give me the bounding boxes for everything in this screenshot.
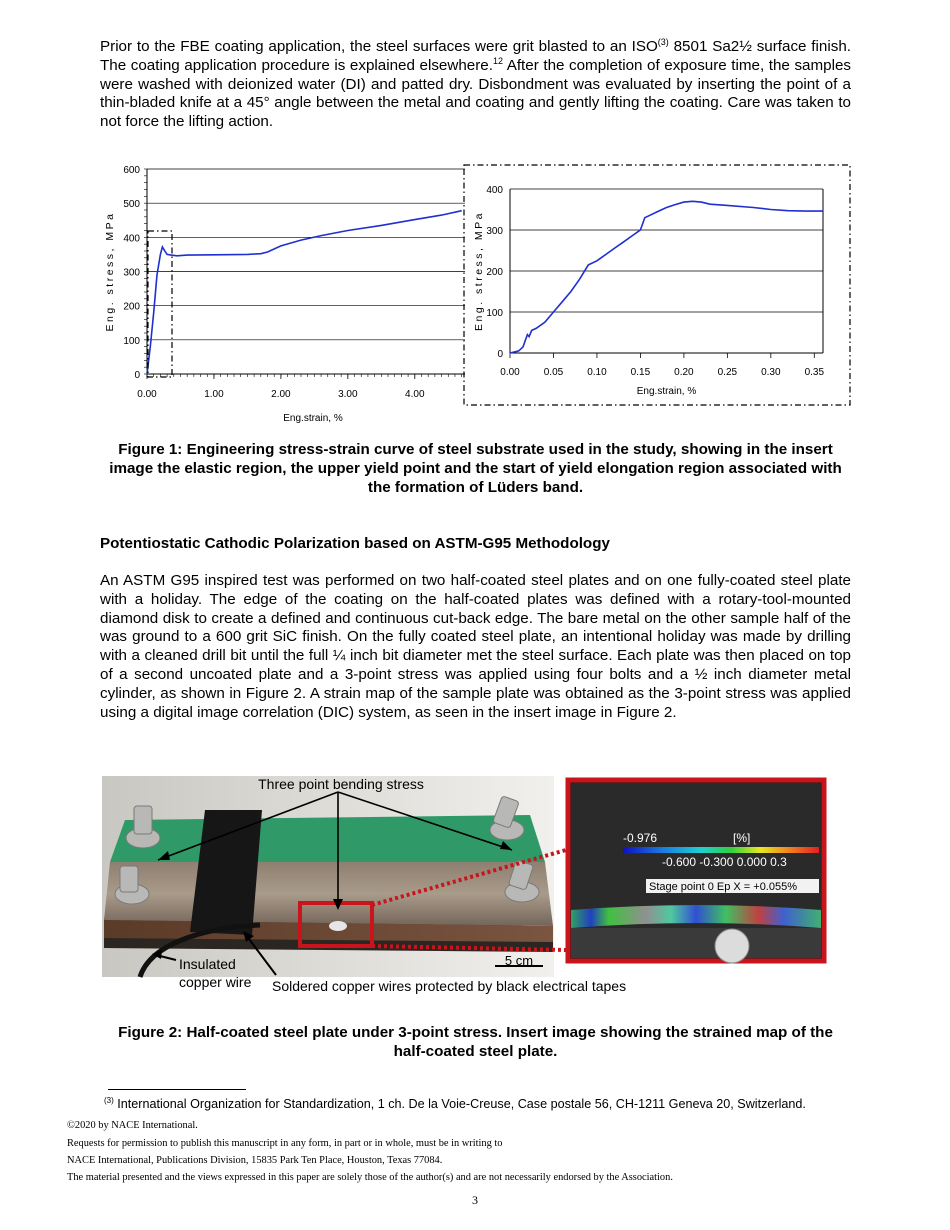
intro-text-3: After the completion of exposure time, the samples were washed with deionized water (DI) and patted dry. Disbondment was evaluated by inserting the point of a thin-bladed knife at a 45° angle between the metal and coating and gently lifting the coating. Care was taken to not force the lifting action. (100, 56, 851, 131)
main-stress-strain-chart (104, 165, 465, 424)
wire-label-line2: copper wire (179, 974, 252, 990)
tapes-label: Soldered copper wires protected by black electrical tapes (272, 978, 627, 994)
y-tick-label: 600 (123, 165, 140, 176)
figure2-photo (0, 770, 950, 1000)
x-axis-label: Eng.strain, % (283, 413, 343, 424)
insert-border (464, 165, 850, 405)
x-tick-label: 0.15 (630, 367, 651, 378)
figure2-caption: Figure 2: Half-coated steel plate under 3-point stress. Insert image showing the strained map of the half-coated steel plate. (118, 1024, 833, 1060)
bare-metal-half (104, 862, 553, 926)
dic-colorbar (623, 847, 819, 853)
dic-tick-labels: -0.600 -0.300 0.000 0.3 (662, 855, 787, 869)
wire-label-line1: Insulated (179, 956, 236, 972)
y-tick-label: 0 (134, 370, 140, 381)
citation-ref: 12 (492, 55, 503, 66)
x-tick-label: 0.20 (674, 367, 694, 378)
series-line (510, 201, 823, 353)
dic-unit: [%] (733, 831, 751, 845)
dic-stage-readout: Stage point 0 Ep X = +0.055% (649, 881, 798, 893)
y-axis-label: Eng. stress, MPa (104, 211, 116, 332)
footnote (104, 1096, 806, 1111)
y-tick-label: 100 (123, 335, 140, 347)
figure1-caption: Figure 1: Engineering stress-strain curve of steel substrate used in the study, showing in the insert image the elastic region, the upper yield point and the start of yield elongation region associated with the formation of Lüders band. (109, 441, 842, 496)
y-tick-label: 0 (497, 349, 503, 360)
section-heading: Potentiostatic Cathodic Polarization based on ASTM-G95 Methodology (100, 535, 610, 552)
dic-min-value: -0.976 (623, 831, 658, 845)
y-tick-label: 200 (123, 301, 140, 313)
x-tick-label: 4.00 (405, 389, 425, 400)
dic-cylinder (715, 929, 749, 963)
x-tick-label: 0.25 (717, 367, 738, 378)
intro-text-2: 8501 Sa2½ surface finish. The coating application procedure is explained elsewhere. (100, 38, 851, 74)
copyright-line: ©2020 by NACE International. (67, 1120, 198, 1131)
figure1-charts (0, 0, 950, 440)
footnote-text: International Organization for Standardization, 1 ch. De la Voie-Creuse, Case postale 56, CH-1211 Geneva 20, Switzerland. (113, 1097, 806, 1112)
y-tick-label: 300 (123, 267, 140, 279)
disclaimer-line: The material presented and the views expressed in this paper are solely those of the author(s) and are not necessarily endorsed by the Association. (67, 1172, 673, 1183)
insert-stress-strain-chart (473, 185, 824, 397)
y-tick-label: 200 (486, 267, 503, 278)
x-axis-label: Eng.strain, % (636, 386, 697, 397)
y-tick-label: 400 (486, 185, 503, 196)
x-tick-label: 0.00 (137, 389, 157, 400)
address-line: NACE International, Publications Division, 15835 Park Ten Place, Houston, Texas 77084. (67, 1155, 443, 1166)
x-tick-label: 1.00 (204, 389, 224, 400)
x-tick-label: 0.05 (543, 367, 564, 378)
series-line (147, 211, 462, 374)
x-tick-label: 0.30 (761, 367, 781, 378)
x-tick-label: 3.00 (338, 389, 358, 400)
x-tick-label: 2.00 (271, 389, 291, 400)
y-axis-label: Eng. stress, MPa (473, 211, 485, 331)
permission-line: Requests for permission to publish this manuscript in any form, in part or in whole, must be in writing to (67, 1138, 503, 1149)
page-number: 3 (472, 1193, 478, 1207)
footnote-rule (108, 1089, 246, 1090)
x-tick-label: 0.00 (500, 367, 520, 378)
x-tick-label: 0.35 (804, 367, 825, 378)
scale-label: 5 cm (504, 953, 534, 968)
y-tick-label: 400 (123, 233, 140, 245)
bending-stress-label: Three point bending stress (258, 776, 424, 792)
method-paragraph: An ASTM G95 inspired test was performed on two half-coated steel plates and on one fully-coated steel plate with a holiday. The edge of the coating on the half-coated plates was defined with a rotary-tool-mounted diamond disk to create a defined and continuous cut-back edge. The bare metal on the other sample half of the was ground to a 600 grit SiC finish. On the fully coated steel plate, an intentional holiday was made by drilling with a cleaned drill bit until the full ¼ inch bit diameter met the steel surface. Each plate was then placed on top of a second uncoated plate and a 3-point stress was applied using four bolts and a ½ inch diameter metal cylinder, as shown in Figure 2. A strain map of the sample plate was obtained as the 3-point stress was applied using a digital image correlation (DIC) system, as seen in the insert image in Figure 2. (100, 572, 851, 721)
y-tick-label: 500 (123, 199, 140, 211)
x-tick-label: 0.10 (587, 367, 607, 378)
footnote-ref: (3) (657, 36, 669, 47)
footnote-mark: (3) (104, 1096, 114, 1105)
intro-text-1: Prior to the FBE coating application, the steel surfaces were grit blasted to an ISO (100, 38, 658, 55)
y-tick-label: 100 (486, 308, 503, 319)
y-tick-label: 300 (486, 226, 503, 237)
